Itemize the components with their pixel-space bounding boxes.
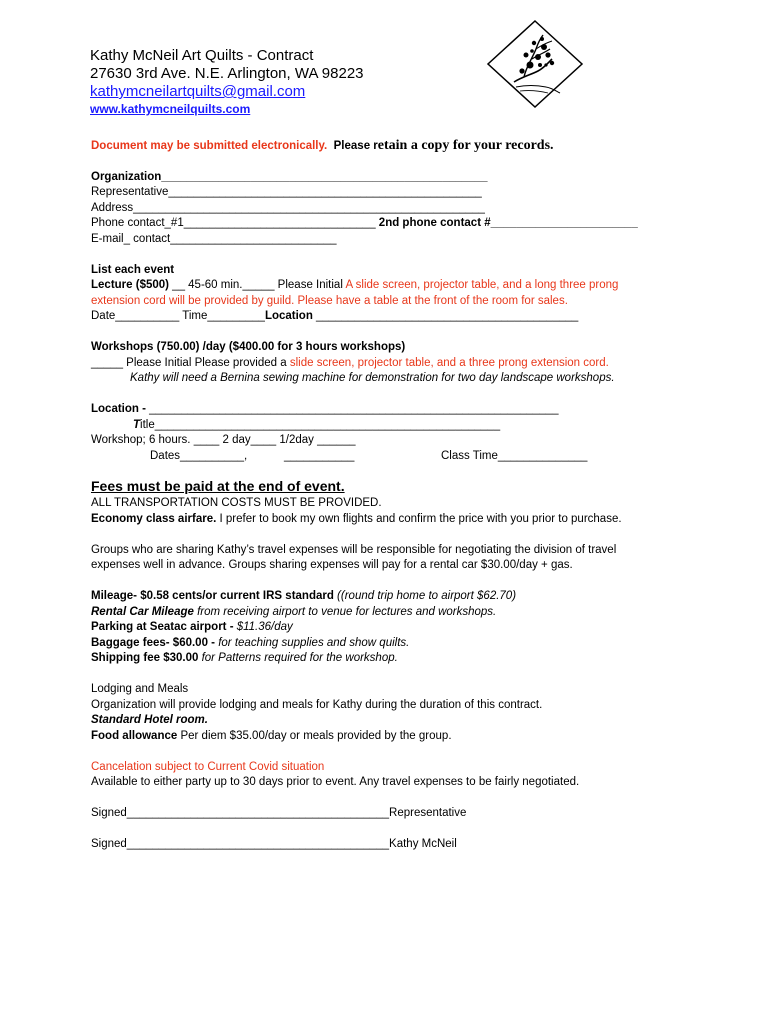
phone2-field[interactable]: 2nd phone contact #_______________________: [378, 217, 638, 229]
rental-label: Rental Car Mileage: [91, 606, 194, 618]
lecture-equipment-note-2: extension cord will be provided by guild. Please have a table at the front of the room for sales.: [91, 295, 568, 307]
email-link[interactable]: kathymcneilartquilts@gmail.com: [90, 83, 306, 100]
baggage-line: [91, 636, 409, 651]
lodging-text: Organization will provide lodging and meals for Kathy during the duration of this contract.: [91, 699, 543, 711]
lecture-date-line: [91, 309, 578, 324]
workshop-duration-field[interactable]: Workshop; 6 hours. ____ 2 day____ 1/2day ______: [91, 434, 356, 446]
representative-field[interactable]: Representative_________________________________________________: [91, 186, 482, 198]
event-heading: List each event: [91, 264, 175, 276]
title-field[interactable]: Title______________________________________________________: [133, 419, 501, 431]
shipping-text: for Patterns required for the workshop.: [198, 652, 398, 664]
lecture-line: [91, 278, 618, 293]
lecture-equipment-note: A slide screen, projector table, and a long three prong: [345, 279, 619, 291]
shipping-line: [91, 651, 398, 666]
lecture-date-time-field[interactable]: Date__________ Time_________: [91, 310, 265, 322]
cancel-heading: Cancelation subject to Current Covid situation: [91, 761, 325, 773]
mileage-label: Mileage- $0.58 cents/or current IRS standard: [91, 590, 334, 602]
rental-text: from receiving airport to venue for lectures and workshops.: [193, 606, 497, 618]
location-line: [91, 402, 558, 417]
workshops-equipment-note: slide screen, projector table, and a three prong extension cord.: [289, 357, 609, 369]
quilt-logo-icon: [486, 19, 584, 109]
baggage-label: Baggage fees- $60.00 -: [91, 637, 216, 649]
airfare-line: [91, 512, 622, 527]
lecture-label: Lecture ($500): [91, 279, 169, 291]
website-link[interactable]: www.kathymcneilquilts.com: [90, 102, 251, 116]
lodging-heading: Lodging and Meals: [91, 683, 189, 695]
rental-line: [91, 605, 496, 620]
location-label: Location -: [91, 403, 150, 415]
parking-text: $11.36/day: [236, 621, 293, 633]
email-field[interactable]: E-mail_ contact__________________________: [91, 233, 337, 245]
groups-text-1: Groups who are sharing Kathy’s travel expenses will be responsible for negotiating the division of travel: [91, 544, 617, 556]
transport-notice: ALL TRANSPORTATION COSTS MUST BE PROVIDED.: [91, 497, 382, 509]
lecture-location-label: Location: [264, 310, 313, 322]
notice-line: [91, 138, 554, 154]
cancel-text: Available to either party up to 30 days prior to event. Any travel expenses to be fairly negotiated.: [91, 776, 580, 788]
electronic-notice: Document may be submitted electronically.: [91, 140, 328, 152]
mileage-line: [91, 589, 516, 604]
workshops-label: Workshops (750.00) /day ($400.00 for 3 hours workshops): [91, 341, 406, 353]
location-field[interactable]: ________________________________________________________________: [149, 403, 559, 415]
address-field[interactable]: Address_______________________________________________________: [91, 202, 485, 214]
document-title: Kathy McNeil Art Quilts - Contract: [90, 47, 314, 64]
lecture-location-field[interactable]: _________________________________________: [312, 310, 579, 322]
organization-field[interactable]: Organization___________________________________________________: [91, 171, 488, 183]
mileage-text: ((round trip home to airport $62.70): [333, 590, 517, 602]
retain-notice-please: Please r: [333, 140, 378, 152]
signature-kathy[interactable]: Signed_________________________________________Kathy McNeil: [91, 838, 457, 850]
phone1-field[interactable]: Phone contact_#1______________________________: [91, 217, 376, 229]
workshops-initial-field[interactable]: _____ Please Initial Please provided a: [91, 357, 290, 369]
class-time-field[interactable]: Class Time______________: [441, 450, 588, 462]
fees-heading: Fees must be paid at the end of event.: [91, 478, 345, 494]
lecture-initial-field[interactable]: __ 45-60 min._____ Please Initial: [168, 279, 346, 291]
airfare-label: Economy class airfare.: [91, 513, 217, 525]
address: 27630 3rd Ave. N.E. Arlington, WA 98223: [90, 65, 364, 82]
baggage-text: for teaching supplies and show quilts.: [215, 637, 410, 649]
food-line: [91, 729, 452, 744]
phone-line: [91, 216, 638, 231]
retain-notice: etain a copy for your records.: [377, 138, 554, 153]
workshops-line: [91, 356, 609, 371]
groups-text-2: expenses well in advance. Groups sharing expenses will pay for a rental car $30.00/day + gas.: [91, 559, 573, 571]
food-text: Per diem $35.00/day or meals provided by the group.: [177, 730, 452, 742]
food-label: Food allowance: [91, 730, 178, 742]
dates-field-2[interactable]: ___________: [284, 450, 355, 462]
shipping-label: Shipping fee $30.00: [91, 652, 199, 664]
bernina-note: Kathy will need a Bernina sewing machine for demonstration for two day landscape workshops.: [130, 372, 615, 384]
signature-representative[interactable]: Signed_________________________________________Representative: [91, 807, 467, 819]
parking-line: [91, 620, 293, 635]
hotel-text: Standard Hotel room.: [91, 714, 208, 726]
parking-label: Parking at Seatac airport -: [91, 621, 237, 633]
airfare-text: I prefer to book my own flights and confirm the price with you prior to purchase.: [216, 513, 622, 525]
dates-field[interactable]: Dates__________,: [150, 450, 248, 462]
